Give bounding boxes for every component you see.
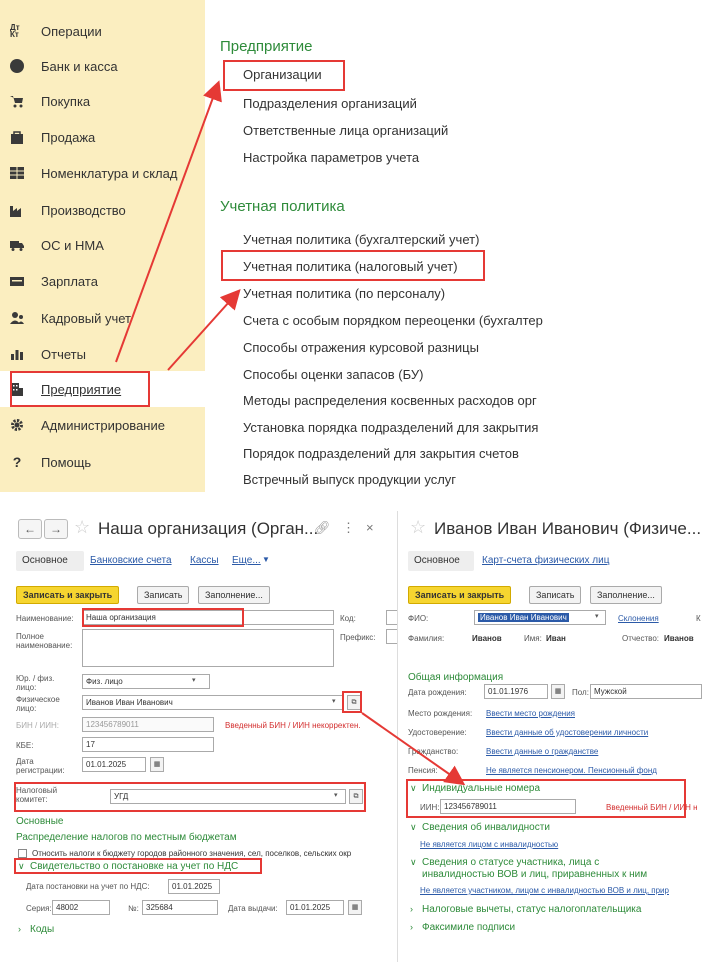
dt-kt-icon: Дт Кт xyxy=(10,23,20,39)
entity-type-label: Юр. / физ. лицо: xyxy=(16,674,55,692)
birth-date-label: Дата рождения: xyxy=(408,688,467,697)
menu-item-label: Банк и касса xyxy=(41,58,118,74)
iin-input[interactable]: 123456789011 xyxy=(440,799,576,814)
tab-card-accounts[interactable]: Карт-счета физических лиц xyxy=(482,555,610,566)
gender-select[interactable]: Мужской xyxy=(590,684,702,699)
chevron-right-icon[interactable]: › xyxy=(410,922,413,932)
close-icon[interactable]: × xyxy=(366,520,374,535)
chevron-down-icon[interactable]: ∨ xyxy=(18,861,25,871)
arrow-to-iin xyxy=(362,713,462,783)
link-responsible-persons[interactable]: Ответственные лица организаций xyxy=(243,123,449,138)
tab-cash[interactable]: Кассы xyxy=(190,555,219,566)
iin-error-text: Введенный БИН / ИИН н xyxy=(606,803,698,812)
tax-committee-input[interactable]: УГД xyxy=(110,789,346,804)
local-tax-checkbox-label: Относить налоги к бюджету городов районного значения, сел, поселков, сельских окр xyxy=(32,849,352,858)
name-label: Наименование: xyxy=(16,614,74,623)
section-main: Основные xyxy=(16,816,64,827)
link-department-order[interactable]: Установка порядка подразделений для закрытия xyxy=(243,420,539,435)
prefix-label: Префикс: xyxy=(340,633,376,642)
more-vertical-icon[interactable]: ⋮ xyxy=(342,520,355,535)
chevron-down-icon[interactable]: ▼ xyxy=(262,555,270,564)
chevron-down-icon[interactable]: ∨ xyxy=(410,857,417,867)
chevron-down-icon[interactable]: ∨ xyxy=(410,822,417,832)
window-title: Иванов Иван Иванович (Физиче... xyxy=(434,519,702,538)
entity-type-select[interactable]: Физ. лицо xyxy=(82,674,210,689)
issue-date-label: Дата выдачи: xyxy=(228,904,278,913)
arrow-to-organizations xyxy=(116,84,218,362)
section-general: Общая информация xyxy=(408,672,504,683)
arrow-to-tax-policy xyxy=(168,292,238,370)
menu-item-label: Помощь xyxy=(41,454,92,470)
section-veteran-line1[interactable]: Сведения о статусе участника, лица с xyxy=(422,857,600,868)
dropdown-icon[interactable]: ▾ xyxy=(192,677,196,684)
calendar-icon[interactable]: ▦ xyxy=(150,757,164,772)
link-closing-order[interactable]: Порядок подразделений для закрытия счетов xyxy=(243,446,519,461)
tab-main[interactable]: Основное xyxy=(414,555,460,566)
save-button[interactable]: Записать xyxy=(137,586,189,604)
surname-label: Фамилия: xyxy=(408,634,445,643)
section-tax-deductions[interactable]: Налоговые вычеты, статус налогоплательщика xyxy=(422,904,642,915)
series-label: Серия: xyxy=(26,904,52,913)
issue-date-input[interactable]: 01.01.2025 xyxy=(286,900,344,915)
dropdown-icon[interactable]: ▾ xyxy=(332,698,336,705)
bin-error-text: Введенный БИН / ИИН некорректен. xyxy=(225,721,361,730)
question-icon: ? xyxy=(12,454,22,470)
link-accounting-settings[interactable]: Настройка параметров учета xyxy=(243,150,420,165)
gender-label: Пол: xyxy=(572,688,589,697)
iin-label: ИИН: xyxy=(420,803,440,812)
save-close-button[interactable]: Записать и закрыть xyxy=(16,586,119,604)
menu-item-label: Производство xyxy=(41,202,126,218)
menu-item-label: Операции xyxy=(41,23,102,39)
patronymic-label: Отчество: xyxy=(622,634,659,643)
chevron-right-icon[interactable]: › xyxy=(18,924,21,934)
vat-date-label: Дата постановки на учет по НДС: xyxy=(26,882,150,891)
dropdown-icon[interactable]: ▾ xyxy=(595,613,599,620)
declension-link[interactable]: Склонения xyxy=(618,614,659,623)
id-doc-link[interactable]: Ввести данные об удостоверении личности xyxy=(486,728,649,737)
section-title-accounting-policy: Учетная политика xyxy=(220,198,345,215)
star-icon[interactable]: ☆ xyxy=(74,517,91,537)
menu-item-label: Номенклатура и склад xyxy=(41,165,178,181)
section-local-tax: Распределение налогов по местным бюджетам xyxy=(16,832,237,843)
link-departments[interactable]: Подразделения организаций xyxy=(243,96,417,111)
menu-item-label: Кадровый учет xyxy=(41,310,131,326)
section-id-numbers[interactable]: Индивидуальные номера xyxy=(422,783,541,794)
patronymic-value: Иванов xyxy=(664,634,694,643)
link-organizations[interactable]: Организации xyxy=(243,67,322,82)
fio-label: ФИО: xyxy=(408,614,429,623)
forward-button[interactable]: → xyxy=(44,519,68,539)
id-doc-label: Удостоверение: xyxy=(408,728,467,737)
surname-value: Иванов xyxy=(472,634,502,643)
open-icon[interactable]: ⧉ xyxy=(349,789,363,804)
section-veteran-line2[interactable]: инвалидностью ВОВ и лиц, приравненных к ним xyxy=(422,869,648,880)
menu-item-label: Покупка xyxy=(41,93,91,109)
first-name-label: Имя: xyxy=(524,634,542,643)
menu-item-label: Зарплата xyxy=(41,273,98,289)
fio-value: Иванов Иван Иванович xyxy=(480,613,567,622)
link-indirect-costs[interactable]: Методы распределения косвенных расходов орг xyxy=(243,393,537,408)
chevron-down-icon[interactable]: ∨ xyxy=(410,783,417,793)
tab-more[interactable]: Еще... xyxy=(232,555,261,566)
full-name-label: Полное наименование: xyxy=(16,632,73,650)
link-exchange-differences[interactable]: Способы отражения курсовой разницы xyxy=(243,340,479,355)
save-close-button[interactable]: Записать и закрыть xyxy=(408,586,511,604)
birth-place-link[interactable]: Ввести место рождения xyxy=(486,709,575,718)
birth-place-label: Место рождения: xyxy=(408,709,473,718)
section-codes[interactable]: Коды xyxy=(30,924,55,935)
birth-date-input[interactable]: 01.01.1976 xyxy=(484,684,548,699)
tab-main[interactable]: Основное xyxy=(22,555,68,566)
menu-item-label: Отчеты xyxy=(41,346,86,362)
link-revaluation-accounts[interactable]: Счета с особым порядком переоценки (бухгалтер xyxy=(243,313,543,328)
individual-input[interactable]: Иванов Иван Иванович xyxy=(82,695,344,710)
disability-link[interactable]: Не является лицом с инвалидностью xyxy=(420,840,559,849)
name-input[interactable]: Наша организация xyxy=(82,610,334,625)
section-title-enterprise: Предприятие xyxy=(220,38,313,55)
tax-committee-label: Налоговый комитет: xyxy=(16,786,58,804)
calendar-icon[interactable]: ▦ xyxy=(551,684,565,699)
link-policy-personnel[interactable]: Учетная политика (по персоналу) xyxy=(243,286,446,301)
series-input[interactable]: 48002 xyxy=(52,900,110,915)
citizenship-label: Гражданство: xyxy=(408,747,459,756)
fill-button[interactable]: Заполнение... xyxy=(198,586,270,604)
save-button[interactable]: Записать xyxy=(529,586,581,604)
vat-date-input[interactable]: 01.01.2025 xyxy=(168,879,220,894)
code-label: Код: xyxy=(340,614,356,623)
link-policy-accounting[interactable]: Учетная политика (бухгалтерский учет) xyxy=(243,232,480,247)
link-counter-output[interactable]: Встречный выпуск продукции услуг xyxy=(243,472,457,487)
citizenship-link[interactable]: Ввести данные о гражданстве xyxy=(486,747,599,756)
individual-label: Физическое лицо: xyxy=(16,695,60,713)
bin-label: БИН / ИИН: xyxy=(16,721,59,730)
number-label: №: xyxy=(128,904,139,913)
calendar-icon[interactable]: ▦ xyxy=(348,900,362,915)
dropdown-icon[interactable]: ▾ xyxy=(334,792,338,799)
kbe-label: КБЕ: xyxy=(16,741,34,750)
first-name-value: Иван xyxy=(546,634,566,643)
menu-item-label: Предприятие xyxy=(41,381,122,397)
link-inventory-valuation[interactable]: Способы оценки запасов (БУ) xyxy=(243,367,424,382)
menu-item-label: ОС и НМА xyxy=(41,237,104,253)
section-facsimile[interactable]: Факсимиле подписи xyxy=(422,922,516,933)
kbe-input[interactable]: 17 xyxy=(82,737,214,752)
tab-bank-accounts[interactable]: Банковские счета xyxy=(90,555,172,566)
chevron-right-icon[interactable]: › xyxy=(410,904,413,914)
bin-input[interactable]: 123456789011 xyxy=(82,717,214,732)
reg-date-input[interactable]: 01.01.2025 xyxy=(82,757,146,772)
open-icon[interactable]: ⧉ xyxy=(347,695,361,710)
window-title: Наша организация (Орган... xyxy=(98,519,319,538)
pension-label: Пенсия: xyxy=(408,766,438,775)
link-icon[interactable]: 🔗︎ xyxy=(314,520,331,535)
menu-item-label: Администрирование xyxy=(41,417,165,433)
veteran-link[interactable]: Не является участником, лицом с инвалидностью ВОВ и лиц, прир xyxy=(420,886,669,895)
fill-button[interactable]: Заполнение... xyxy=(590,586,662,604)
fio-extra-label: К xyxy=(696,614,701,623)
section-disability[interactable]: Сведения об инвалидности xyxy=(422,822,550,833)
pension-link[interactable]: Не является пенсионером. Пенсионный фонд xyxy=(486,766,657,775)
number-input[interactable]: 325684 xyxy=(142,900,218,915)
menu-item-label: Продажа xyxy=(41,129,96,145)
reg-date-label: Дата регистрации: xyxy=(16,757,65,775)
link-policy-tax[interactable]: Учетная политика (налоговый учет) xyxy=(243,259,458,274)
star-icon[interactable]: ☆ xyxy=(410,517,427,537)
section-vat[interactable]: Свидетельство о постановке на учет по НДС xyxy=(30,861,239,872)
back-button[interactable]: ← xyxy=(18,519,42,539)
